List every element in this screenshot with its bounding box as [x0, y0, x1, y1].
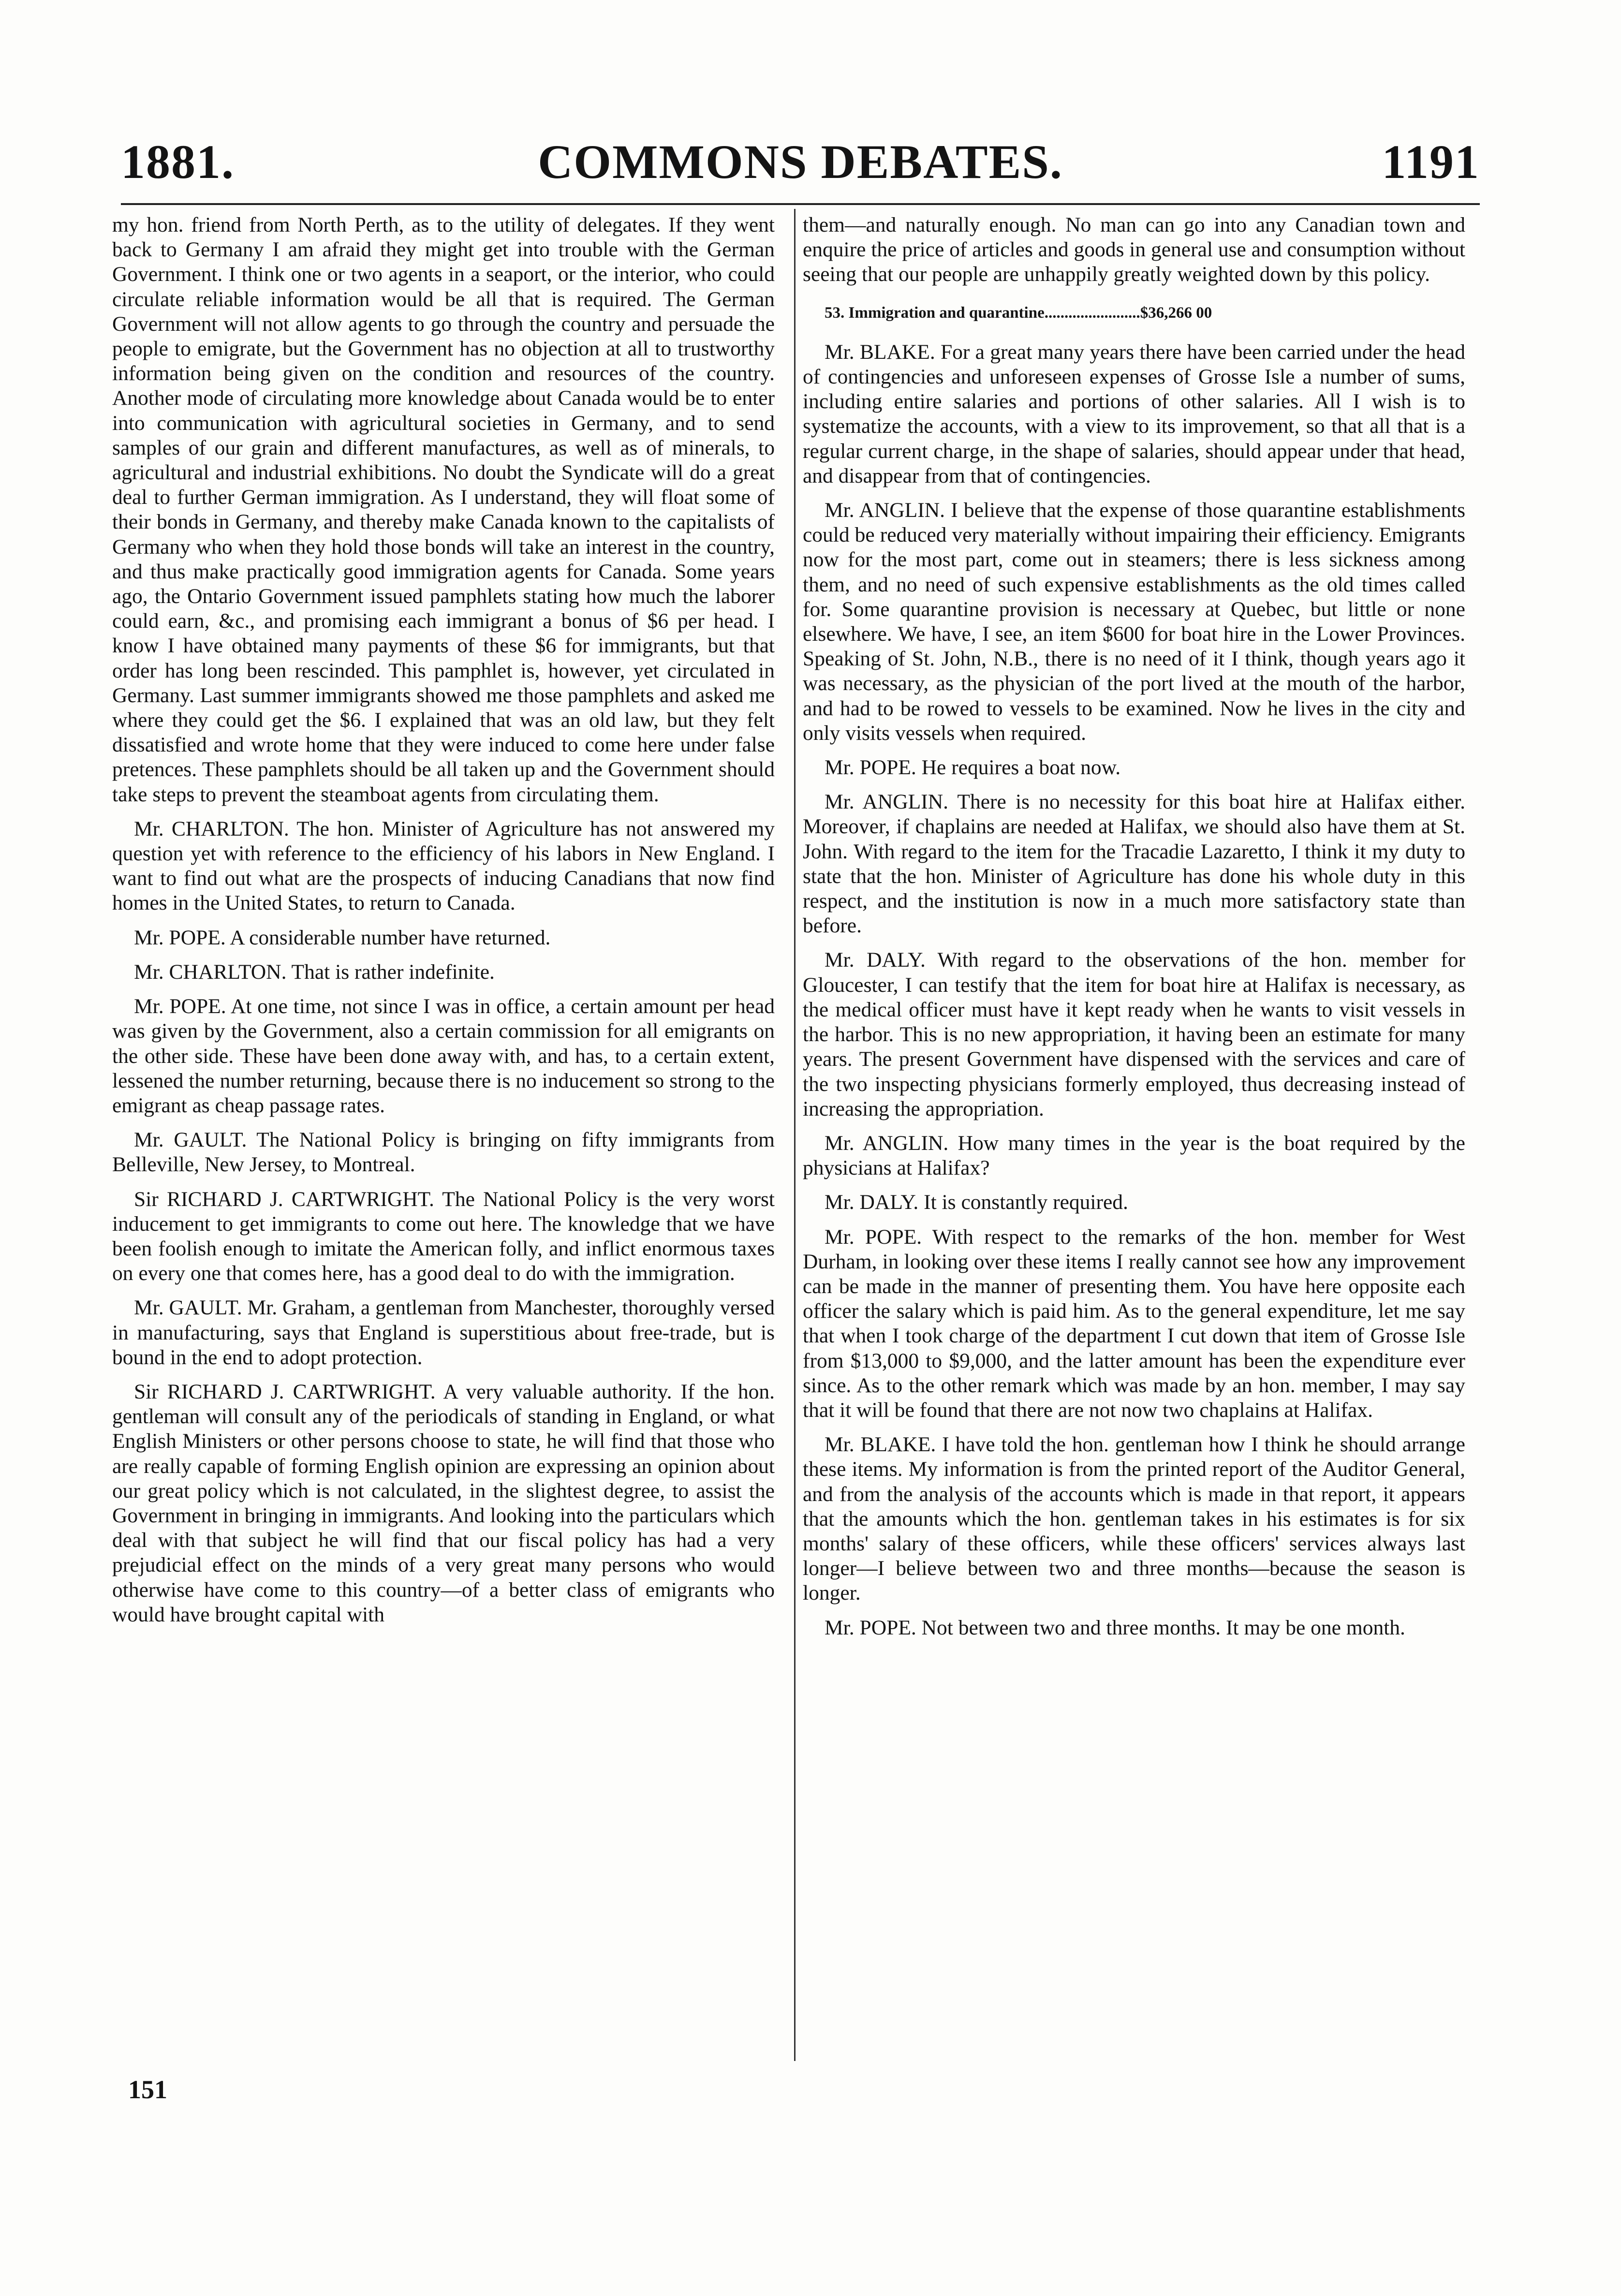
page-header [121, 133, 1480, 191]
paragraph: Mr. GAULT. The National Policy is bringing on fifty immigrants from Belleville, New Jersey, to Montreal. [112, 1128, 775, 1177]
right-column [803, 213, 1465, 2070]
header-title: COMMONS DEBATES. [538, 135, 1063, 189]
paragraph: Mr. GAULT. Mr. Graham, a gentleman from Manchester, thoroughly versed in manufacturing, says that England is superstitious about free-trade, but is bound in the end to adopt protection. [112, 1296, 775, 1369]
paragraph: Mr. DALY. With regard to the observations of the hon. member for Gloucester, I can testify that the item for boat hire at Halifax is necessary, as the medical officer must have it kept ready when he wants to visit vessels in the harbor. This is no new appropriation, it having been an estimate for many years. The present Government have dispensed with the services and care of the two inspecting physicians formerly employed, thus decreasing instead of increasing the appropriation. [803, 948, 1465, 1120]
signature-mark: 151 [128, 2075, 167, 2104]
paragraph: Mr. ANGLIN. There is no necessity for this boat hire at Halifax either. Moreover, if chaplains are needed at Halifax, we should also have them at St. John. With regard to the item for the Tracadie Lazaretto, I think it my duty to state that the hon. Minister of Agriculture has done his whole duty in this respect, and the institution is now in a much more satisfactory state than before. [803, 790, 1465, 938]
paragraph: Mr. BLAKE. For a great many years there have been carried under the head of contingencies and unforeseen expenses of Grosse Isle a number of sums, including entire salaries and portions of other salaries. All I wish is to systematize the accounts, with a view to its improvement, so that all that is a regular current charge, in the shape of salaries, should appear under that head, and disappear from that of contingencies. [803, 340, 1465, 487]
paragraph: Mr. POPE. Not between two and three months. It may be one month. [825, 1616, 1405, 1639]
column-divider [794, 209, 796, 2061]
paragraph: Mr. POPE. He requires a boat now. [825, 756, 1121, 780]
paragraph: Sir RICHARD J. CARTWRIGHT. A very valuable authority. If the hon. gentleman will consult any of the periodicals of standing in England, or what English Ministers or other persons choose to state, he will find that those who are really capable of forming English opinion are expressing an opinion about our great policy which is not calculated, in the slightest degree, to assist the Government in bringing in immigrants. And looking into the particulars which deal with that subject he will find that our fiscal policy has had a very prejudicial effect on the minds of a very great many persons who would otherwise have come to this country—of a better class of emigrants who would have brought capital with [112, 1380, 775, 1626]
left-column [112, 213, 775, 2070]
paragraph: my hon. friend from North Perth, as to the utility of delegates. If they went back to Germany I am afraid they might get into trouble with the German Government. I think one or two agents in a seaport, or the interior, who could circulate reliable information would be all that is required. The German Government will not allow agents to go through the country and persuade the people to emigrate, but the Government has no objection at all to trustworthy information being given on the condition and resources of the country. Another mode of circulating more knowledge about Canada would be to enter into communication with agricultural societies in Germany, and to send samples of our grain and different manufactures, as well as of minerals, to agricultural and industrial exhibitions. No doubt the Syndicate will do a great deal to further German immigration. As I understand, they will float some of their bonds in Germany, and thereby make Canada known to the capitalists of Germany who when they hold those bonds will take an interest in the country, and thus make practically good immigration agents for Canada. Some years ago, the Ontario Government issued pamphlets stating how much the laborer could earn, &c., and promising each immigrant a bonus of $6 per head. I know I have obtained many payments of these $6 for immigrants, but that order has long been rescinded. This pamphlet is, however, yet circulated in Germany. Last summer immigrants showed me those pamphlets and asked me where they could get the $6. I explained that was an old law, but they felt dissatisfied and wrote home that they were induced to come here under false pretences. These pamphlets should be all taken up and the Government should take steps to prevent the steamboat agents from circulating them. [112, 213, 775, 806]
header-rule [121, 203, 1480, 205]
paragraph: Mr. BLAKE. I have told the hon. gentleman how I think he should arrange these items. My information is from the printed report of the Auditor General, and from the analysis of the accounts which is made in that report, it appears that the amounts which the hon. gentleman takes in his estimates is for six months' salary of these officers, while these officers' services always last longer—I believe between two and three months—because the season is longer. [803, 1433, 1465, 1605]
paragraph: Mr. CHARLTON. That is rather indefinite. [134, 960, 495, 984]
header-year: 1881. [121, 135, 235, 189]
paragraph: Mr. POPE. A considerable number have returned. [134, 926, 551, 949]
header-page-number: 1191 [1382, 135, 1480, 189]
estimate-item: 53. Immigration and quarantine........................$36,266 00 [825, 304, 1212, 322]
paragraph: Sir RICHARD J. CARTWRIGHT. The National Policy is the very worst inducement to get immigrants to come out here. The knowledge that we have been foolish enough to imitate the American folly, and inflict enormous taxes on every one that comes here, has a good deal to do with the immigration. [112, 1187, 775, 1285]
paragraph: Mr. DALY. It is constantly required. [825, 1191, 1128, 1214]
paragraph: Mr. CHARLTON. The hon. Minister of Agriculture has not answered my question yet with reference to the efficiency of his labors in New England. I want to find out what are the prospects of inducing Canadians that now find homes in the United States, to return to Canada. [112, 817, 775, 915]
paragraph: Mr. ANGLIN. I believe that the expense of those quarantine establishments could be reduced very materially without impairing their efficiency. Emigrants now for the most part, come out in steamers; there is less sickness among them, and no need of such expensive establishments as the old times called for. Some quarantine provision is necessary at Quebec, but little or none elsewhere. We have, I see, an item $600 for boat hire in the Lower Provinces. Speaking of St. John, N.B., there is no need of it I think, though years ago it was necessary, as the physician of the port lived at the mouth of the harbor, and had to be rowed to vessels to be examined. Now he lives in the city and only visits vessels when required. [803, 499, 1465, 745]
paragraph: Mr. POPE. At one time, not since I was in office, a certain amount per head was given by the Government, also a certain commission for all emigrants on the other side. These have been done away with, and has, to a certain extent, lessened the number returning, because there is no inducement so strong to the emigrant as cheap passage rates. [112, 995, 775, 1117]
paragraph: Mr. ANGLIN. How many times in the year is the boat required by the physicians at Halifax? [803, 1131, 1465, 1180]
paragraph: Mr. POPE. With respect to the remarks of the hon. member for West Durham, in looking over these items I really cannot see how any improvement can be made in the manner of presenting them. You have here opposite each officer the salary which is paid him. As to the general expenditure, let me say that when I took charge of the department I cut down that item of Grosse Isle from $13,000 to $9,000, and the latter amount has been the expenditure ever since. As to the other remark which was made by an hon. member, I may say that it will be found that there are not now two chaplains at Halifax. [803, 1225, 1465, 1422]
paragraph: them—and naturally enough. No man can go into any Canadian town and enquire the price of articles and goods in general use and consumption without seeing that our people are unhappily greatly weighted down by this policy. [803, 213, 1465, 286]
